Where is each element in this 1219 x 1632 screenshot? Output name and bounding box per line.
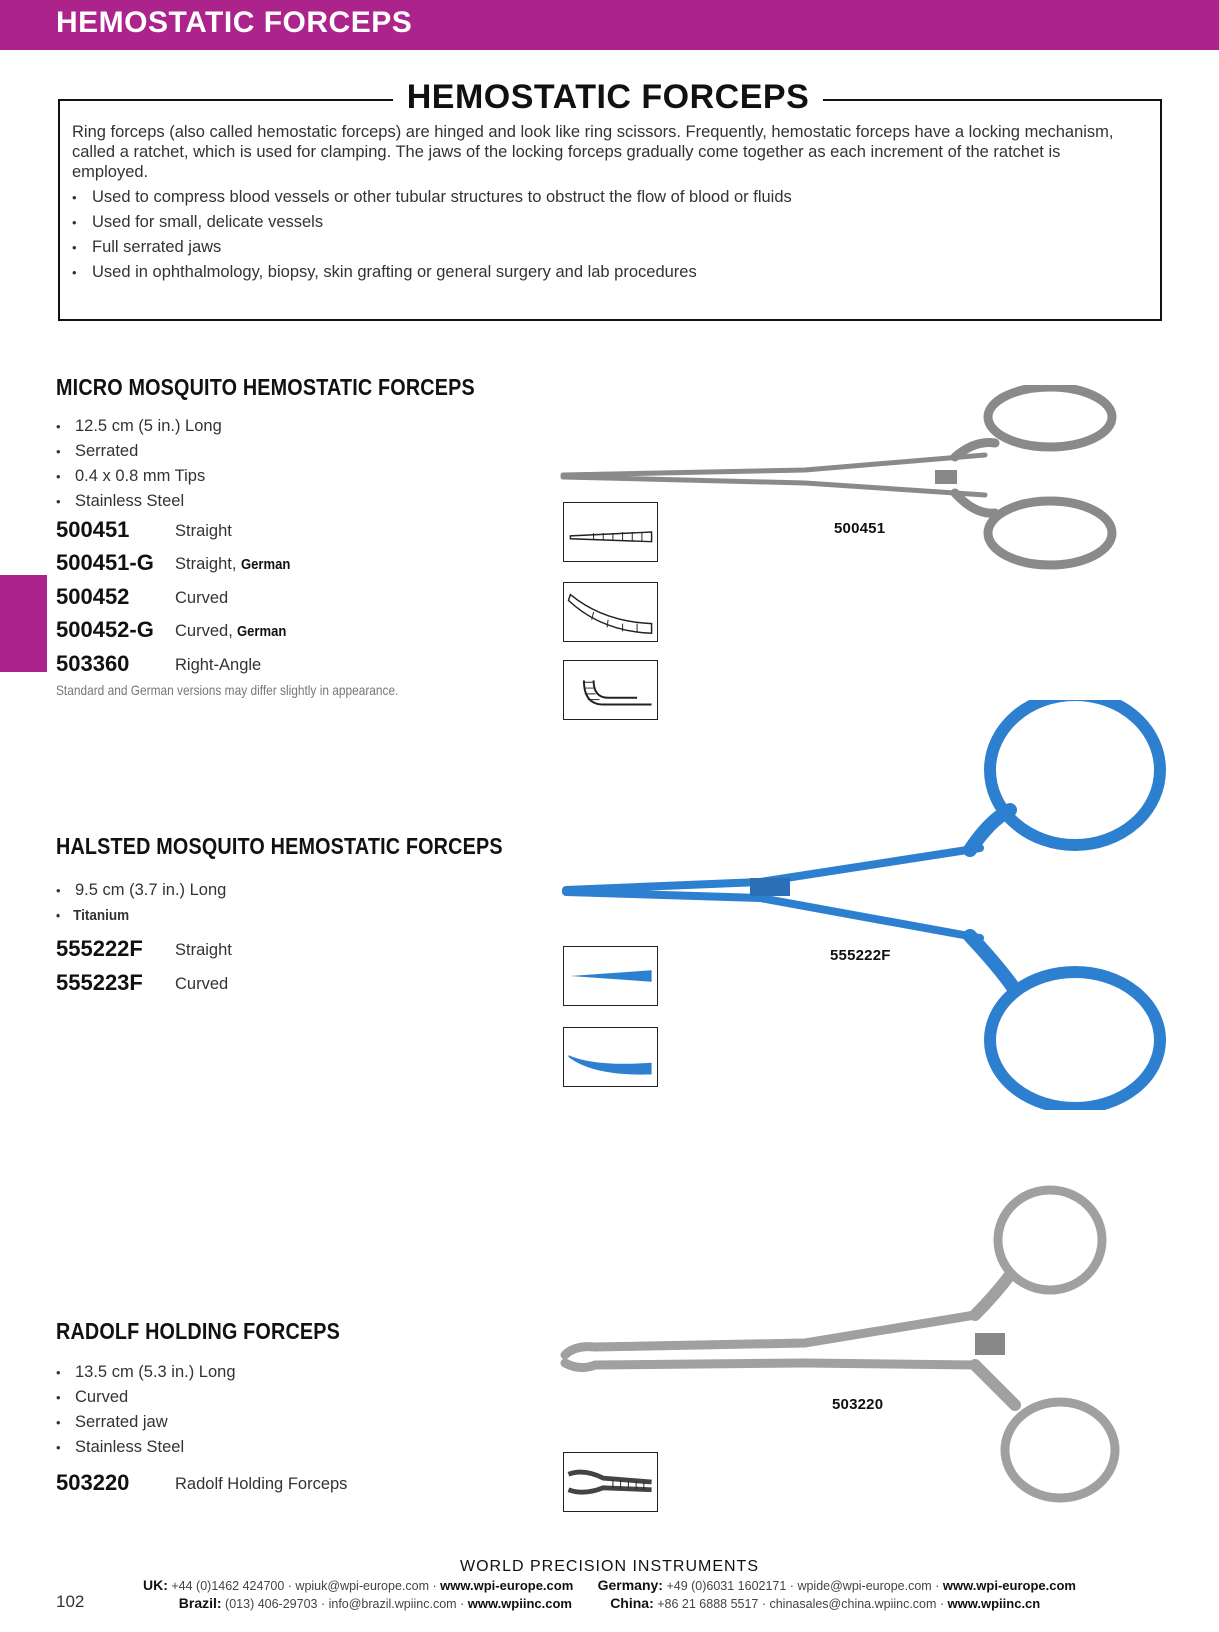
radolf-bullet: • 13.5 cm (5.3 in.) Long [56,1360,236,1385]
halsted-bullets [56,878,226,928]
micro-image-label: 500451 [834,520,886,537]
tip-thumbnail-straight [563,502,658,562]
product-code: 503220 [56,1470,130,1495]
tip-thumbnail-curved [563,1027,658,1087]
footer-br-text: (013) 406-29703 · info@brazil.wpiinc.com · [225,1597,468,1611]
footer-cn-label: China: [610,1595,654,1611]
footer-contact-line [0,1577,1219,1593]
intro-bullet: • Full serrated jaws [72,235,792,260]
radolf-section-title: RADOLF HOLDING FORCEPS [56,1318,341,1344]
product-desc: Curved, [175,622,238,640]
product-desc: Curved [175,975,229,993]
micro-section-title: MICRO MOSQUITO HEMOSTATIC FORCEPS [56,374,475,400]
halsted-bullet: • 9.5 cm (3.7 in.) Long [56,878,226,903]
product-desc: Radolf Holding Forceps [175,1475,348,1493]
intro-bullet: • Used in ophthalmology, biopsy, skin grafting or general surgery and lab procedures [72,260,792,285]
product-row [56,936,476,966]
intro-title: HEMOSTATIC FORCEPS [393,78,823,117]
product-row [56,550,476,580]
micro-note: Standard and German versions may differ slightly in appearance. [56,682,399,698]
footer-contact-line [0,1595,1219,1611]
product-row [56,517,476,547]
footer-company: WORLD PRECISION INSTRUMENTS [459,1558,759,1575]
product-desc: Straight [175,941,232,959]
halsted-image-label: 555222F [830,947,891,964]
halsted-section-title: HALSTED MOSQUITO HEMOSTATIC FORCEPS [56,833,503,859]
radolf-bullet: • Serrated jaw [56,1410,236,1435]
product-row [56,584,476,614]
product-row [56,1470,476,1500]
tip-thumbnail-curved [563,582,658,642]
halsted-bullet: • Titanium [56,903,209,928]
footer-de-label: Germany: [597,1577,663,1593]
tip-thumbnail-straight [563,946,658,1006]
product-variant: German [241,557,291,573]
product-row [56,651,476,681]
intro-bullets [72,185,792,285]
micro-bullet: • 12.5 cm (5 in.) Long [56,414,222,439]
footer-cn-text: +86 21 6888 5517 · chinasales@china.wpiinc.com · [657,1597,948,1611]
product-desc: Straight [175,522,232,540]
tip-thumbnail-curved [563,1452,658,1512]
footer-uk-text: +44 (0)1462 424700 · wpiuk@wpi-europe.com · [171,1579,441,1593]
footer-cn-url[interactable]: www.wpiinc.cn [947,1596,1041,1611]
header-bar [0,0,1219,50]
footer-uk-label: UK: [143,1577,168,1593]
product-code: 500452 [56,584,130,609]
intro-bullet: • Used to compress blood vessels or other tubular structures to obstruct the flow of blood or fluids [72,185,792,210]
product-code: 500452-G [56,617,154,642]
page-number: 102 [56,1592,85,1611]
micro-bullet: • Stainless Steel [56,489,222,514]
product-row [56,970,476,1000]
radolf-bullets [56,1360,236,1460]
intro-bullet: • Used for small, delicate vessels [72,210,792,235]
radolf-bullet: • Curved [56,1385,236,1410]
intro-text: Ring forceps (also called hemostatic forceps) are hinged and look like ring scissors. Frequently, hemostatic forceps have a locking mechanism, called a ratchet, which is used for clamping. The jaws of the locking forceps gradually come together as each increment of the ratchet is employed. [72,123,1114,181]
radolf-image-label: 503220 [832,1396,884,1413]
section-side-tab [0,575,47,672]
product-desc: Curved [175,589,229,607]
header-title: HEMOSTATIC FORCEPS [56,6,413,39]
micro-bullets [56,414,222,514]
footer-br-label: Brazil: [178,1595,222,1611]
product-row [56,617,476,647]
footer-de-text: +49 (0)6031 1602171 · wpide@wpi-europe.com · [666,1579,943,1593]
product-code: 555222F [56,936,143,961]
product-code: 503360 [56,651,130,676]
footer-br-url[interactable]: www.wpiinc.com [467,1596,572,1611]
product-desc: Right-Angle [175,656,262,674]
product-desc: Straight, [175,555,242,573]
product-code: 500451 [56,517,130,542]
footer-de-url[interactable]: www.wpi-europe.com [942,1578,1076,1593]
micro-bullet: • Serrated [56,439,222,464]
micro-bullet: • 0.4 x 0.8 mm Tips [56,464,222,489]
product-code: 500451-G [56,550,154,575]
footer-uk-url[interactable]: www.wpi-europe.com [440,1578,574,1593]
radolf-bullet: • Stainless Steel [56,1435,236,1460]
product-variant: German [237,624,287,640]
product-code: 555223F [56,970,143,995]
